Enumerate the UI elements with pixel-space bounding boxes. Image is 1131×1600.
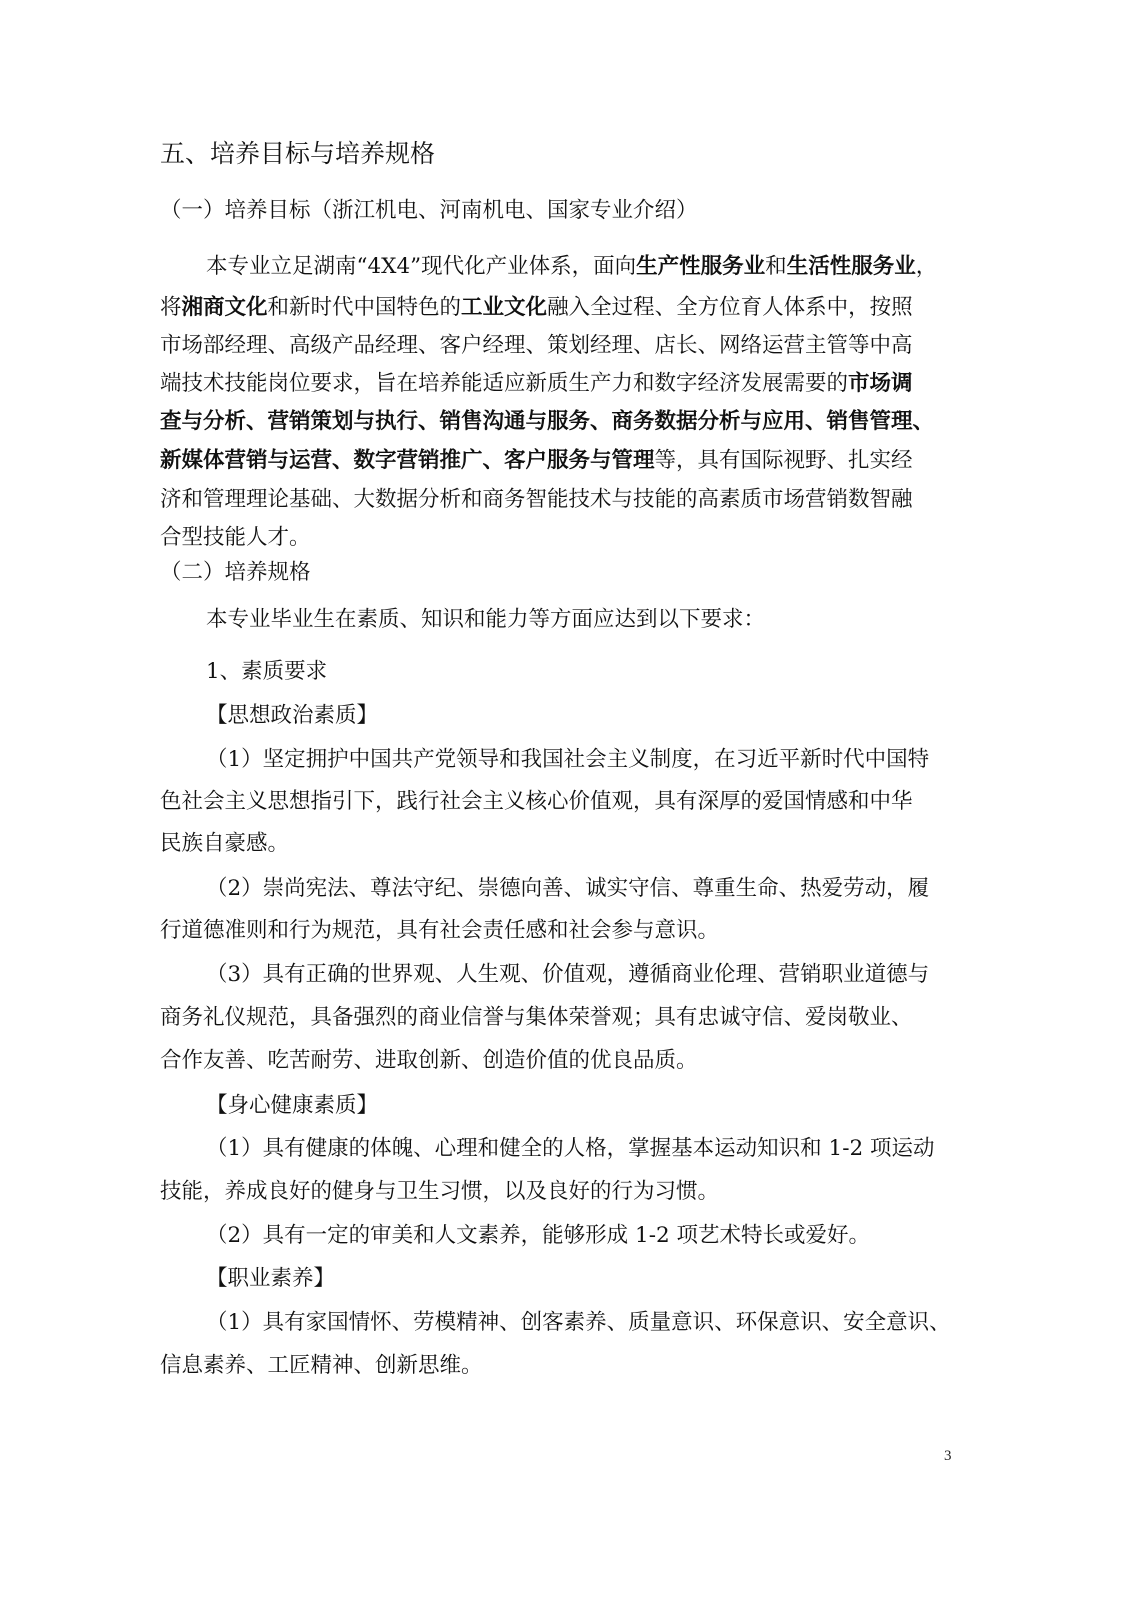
intro-line-2 [160, 294, 913, 322]
intro-text: 和新时代中国特色的 [267, 295, 462, 320]
intro-bold-text: 生活性服务业 [786, 254, 916, 279]
health-item-1-line-2: 技能，养成良好的健身与卫生习惯，以及良好的行为习惯。 [160, 1179, 720, 1204]
political-quality-heading: 【思想政治素质】 [206, 703, 379, 728]
intro-bold-text: 市场调 [848, 371, 913, 396]
page-number: 3 [944, 1448, 952, 1464]
political-item-3-line-2: 商务礼仪规范，具备强烈的商业信誉与集体荣誉观；具有忠诚守信、爱岗敬业、 [160, 1005, 913, 1030]
political-item-1-line-2: 色社会主义思想指引下，践行社会主义核心价值观，具有深厚的爱国情感和中华 [160, 789, 913, 814]
intro-text: 和 [765, 254, 787, 279]
intro-bold-text: 新媒体营销与运营、数字营销推广、客户服务与管理 [160, 448, 655, 473]
professional-quality-heading: 【职业素养】 [206, 1266, 336, 1291]
intro-line-3: 市场部经理、高级产品经理、客户经理、策划经理、店长、网络运营主管等中高 [160, 333, 913, 358]
intro-line-1 [206, 253, 937, 281]
subsection-title-training-spec: （二）培养规格 [160, 560, 311, 585]
subsection-title-training-goal: （一）培养目标（浙江机电、河南机电、国家专业介绍） [160, 198, 698, 223]
political-item-1-line-3: 民族自豪感。 [160, 831, 290, 856]
intro-line-6 [160, 447, 913, 475]
intro-line-8: 合型技能人才。 [160, 525, 311, 550]
intro-text: 融入全过程、全方位育人体系中，按照 [547, 295, 913, 320]
political-item-3-line-3: 合作友善、吃苦耐劳、进取创新、创造价值的优良品质。 [160, 1048, 698, 1073]
professional-item-1-line-1: （1）具有家国情怀、劳模精神、创客素养、质量意识、环保意识、安全意识、 [206, 1310, 951, 1335]
intro-text: ， [915, 254, 938, 279]
intro-line-5: 查与分析、营销策划与执行、销售沟通与服务、商务数据分析与应用、销售管理、 [160, 409, 935, 434]
intro-text: 端技术技能岗位要求，旨在培养能适应新质生产力和数字经济发展需要的 [160, 371, 849, 396]
intro-text: 将 [160, 295, 182, 320]
intro-bold-text: 生产性服务业 [636, 254, 766, 279]
spec-intro: 本专业毕业生在素质、知识和能力等方面应达到以下要求： [206, 607, 766, 632]
intro-line-4 [160, 370, 913, 398]
intro-bold-text: 湘商文化 [181, 295, 268, 320]
health-quality-heading: 【身心健康素质】 [206, 1093, 379, 1118]
intro-line-7: 济和管理理论基础、大数据分析和商务智能技术与技能的高素质市场营销数智融 [160, 487, 913, 512]
health-item-2-line-1: （2）具有一定的审美和人文素养，能够形成 1-2 项艺术特长或爱好。 [206, 1223, 870, 1248]
intro-text: 等，具有国际视野、扎实经 [654, 448, 913, 473]
health-item-1-line-1: （1）具有健康的体魄、心理和健全的人格，掌握基本运动知识和 1-2 项运动 [206, 1136, 935, 1161]
professional-item-1-line-2: 信息素养、工匠精神、创新思维。 [160, 1353, 483, 1378]
section-title: 五、培养目标与培养规格 [160, 139, 436, 168]
quality-requirements-title: 1、素质要求 [206, 659, 328, 684]
intro-bold-text: 工业文化 [461, 295, 548, 320]
political-item-3-line-1: （3）具有正确的世界观、人生观、价值观，遵循商业伦理、营销职业道德与 [206, 962, 930, 987]
political-item-1-line-1: （1）坚定拥护中国共产党领导和我国社会主义制度，在习近平新时代中国特 [206, 747, 930, 772]
political-item-2-line-2: 行道德准则和行为规范，具有社会责任感和社会参与意识。 [160, 918, 720, 943]
political-item-2-line-1: （2）崇尚宪法、尊法守纪、崇德向善、诚实守信、尊重生命、热爱劳动，履 [206, 876, 930, 901]
intro-text: 本专业立足湖南“4X4”现代化产业体系，面向 [206, 254, 637, 279]
